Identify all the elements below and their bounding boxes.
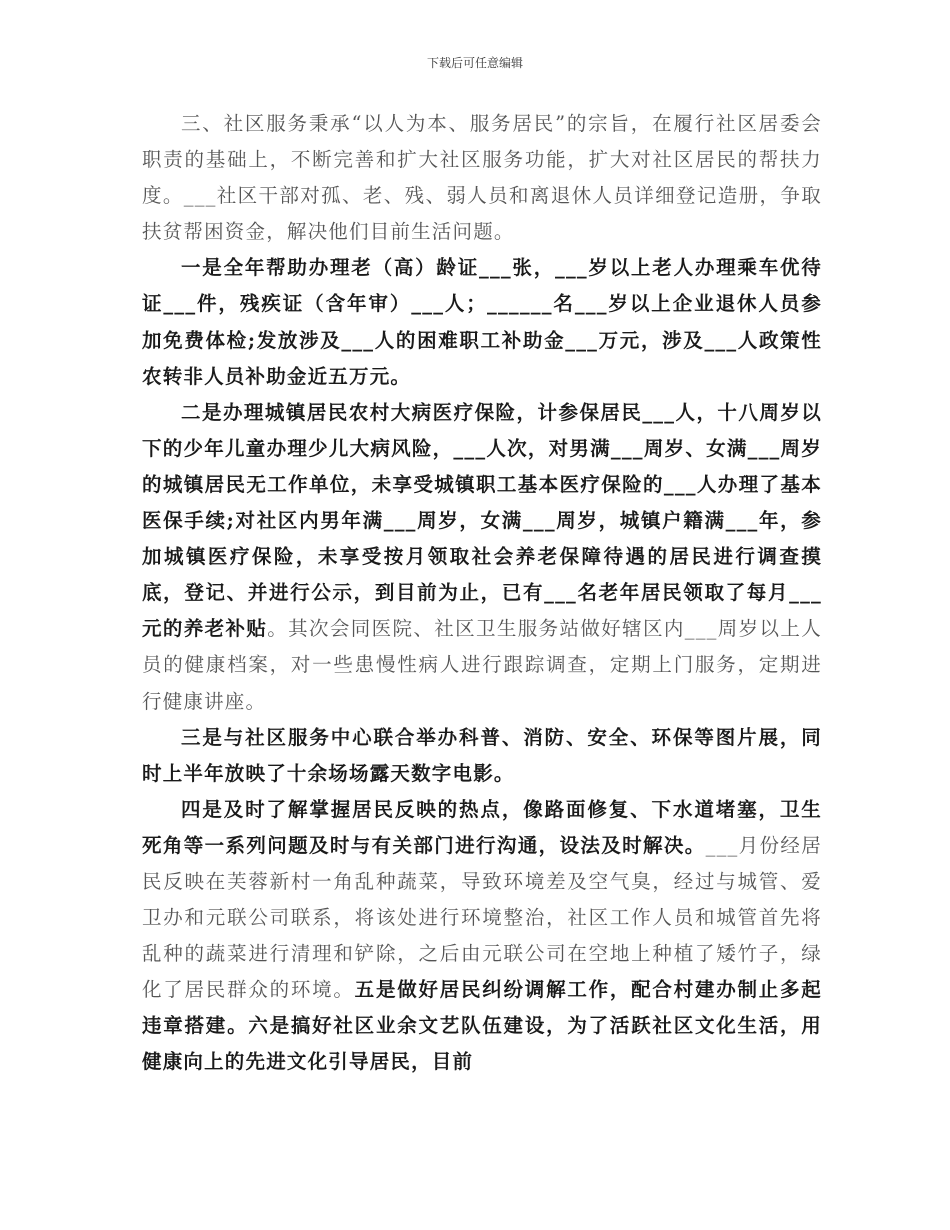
paragraph-item-two-light: 。其次会同医院、社区卫生服务站做好辖区内___周岁以上人员的健康档案，对一些患慢性病人进行跟踪调查，定期上门服务，定期进行健康讲座。 xyxy=(142,617,823,713)
paragraph-item-five-six-bold: 五是做好居民纠纷调解工作，配合村建办制止多起违章搭建。六是搞好社区业余文艺队伍建设，为了活跃社区文化生活，用健康向上的先进文化引导居民，目前 xyxy=(142,978,822,1074)
paragraph-community-service: 三、社区服务秉承“以人为本、服务居民”的宗旨，在履行社区居委会职责的基础上，不断完善和扩大社区服务功能，扩大对社区居民的帮扶力度。___社区干部对孤、老、残、弱人员和离退休人员详细登记造册，争取扶贫帮困资金，解决他们目前生活问题。 xyxy=(142,112,822,244)
paragraph-item-two xyxy=(142,395,822,720)
paragraph-item-two-bold: 二是办理城镇居民农村大病医疗保险，计参保居民___人，十八周岁以下的少年儿童办理少儿大病风险，___人次，对男满___周岁、女满___周岁的城镇居民无工作单位，未享受城镇职工基本医疗保险的___人办理了基本医保手续;对社区内男年满___周岁，女满___周岁，城镇户籍满___年，参加城镇医疗保险，未享受按月领取社会养老保障待遇的居民进行调查摸底，登记、并进行公示，到目前为止，已有___名老年居民领取了每月___元的养老补贴 xyxy=(142,400,822,641)
paragraph-item-one: 一是全年帮助办理老（高）龄证___张，___岁以上老人办理乘车优待证___件，残疾证（含年审）___人；______名___岁以上企业退休人员参加免费体检;发放涉及___人的困难职工补助金___万元，涉及___人政策性农转非人员补助金近五万元。 xyxy=(142,256,822,388)
paragraph-item-four-light: ___月份经居民反映在芙蓉新村一角乱种蔬菜，导致环境差及空气臭，经过与城管、爱卫办和元联公司联系，将该处进行环境整治，社区工作人员和城管首先将乱种的蔬菜进行清理和铲除，之后由元联公司在空地上种植了矮竹子，绿化了居民群众的环境。 xyxy=(142,833,822,1002)
paragraph-item-four xyxy=(142,792,822,1081)
page-header: 下载后可任意编辑 xyxy=(426,56,523,70)
paragraph-item-four-bold: 四是及时了解掌握居民反映的热点，像路面修复、下水道堵塞，卫生死角等一系列问题及时与有关部门进行沟通，设法及时解决。 xyxy=(142,797,822,857)
paragraph-item-three: 三是与社区服务中心联合举办科普、消防、安全、环保等图片展，同时上半年放映了十余场场露天数字电影。 xyxy=(142,725,822,785)
document-body xyxy=(142,106,822,1081)
